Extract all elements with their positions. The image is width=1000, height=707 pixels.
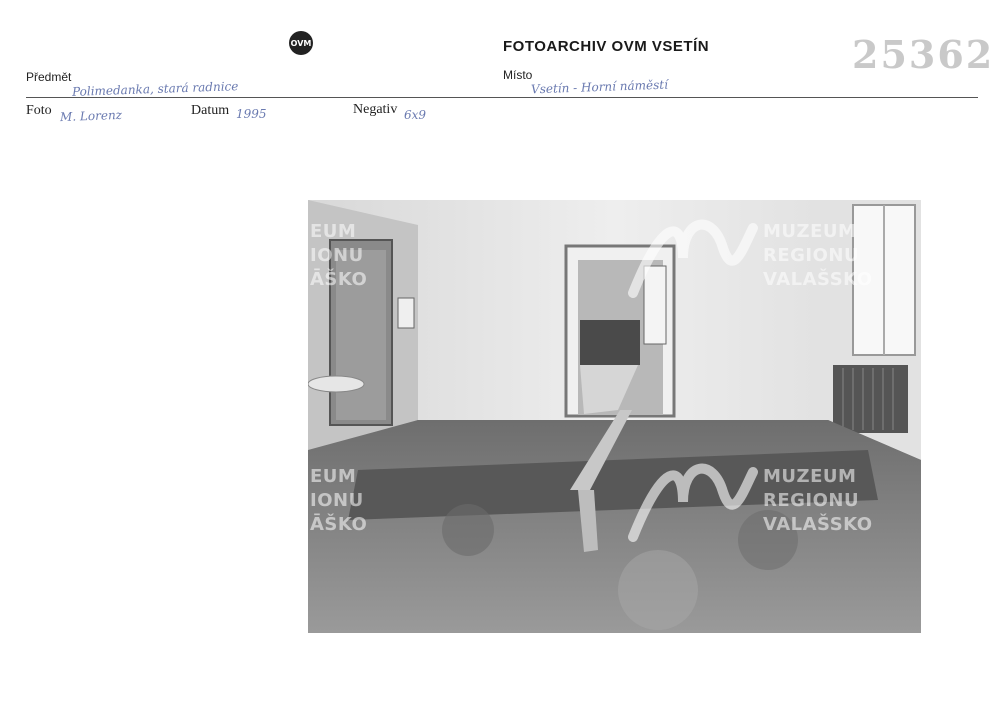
predmet-label: Předmět [26,70,72,84]
muzeum-logo-icon-lower [623,452,763,542]
watermark-lower-left: EUM IONU ĀŠKO [310,466,368,535]
watermark-upper-left: EUM IONU ĀŠKO [310,221,368,290]
datum-label: Datum [191,103,230,118]
negativ-value: 6x9 [404,108,427,122]
catalog-number: 25362 [852,32,995,77]
foto-value: M. Lorenz [59,107,123,125]
watermark-upper-right: MUZEUM REGIONU VALAŠSKO [763,221,873,290]
datum-value: 1995 [236,107,267,121]
misto-value: Vsetín - Horní náměstí [530,77,669,97]
negativ-label: Negativ [353,102,398,117]
predmet-value: Polimedanka, stará radnice [71,79,239,99]
archive-title: FOTOARCHIV OVM VSETÍN [503,38,710,55]
muzeum-logo-icon [623,208,763,298]
foto-label: Foto [26,103,52,118]
archive-photo [308,200,921,633]
logo-text: OVM [290,39,312,48]
watermark-lower-right: MUZEUM REGIONU VALAŠSKO [763,466,873,535]
ovm-logo-icon [288,30,314,56]
form-divider [26,97,978,98]
misto-label: Místo [503,68,533,82]
